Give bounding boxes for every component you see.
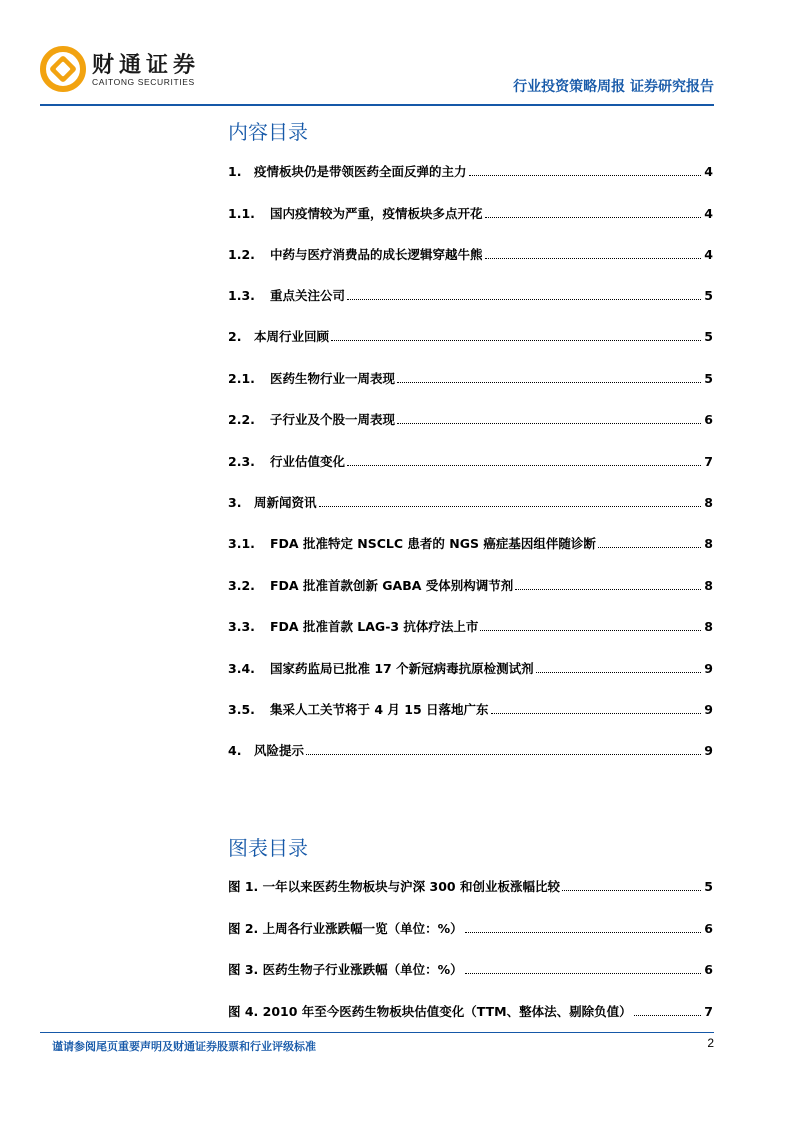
- toc-entry[interactable]: [228, 410, 713, 428]
- toc-entry-page: 5: [704, 288, 713, 303]
- toc-leader-dots: [536, 671, 702, 673]
- figure-list-title: 图表目录: [228, 836, 308, 860]
- toc-leader-dots: [319, 505, 702, 507]
- footer-divider: [40, 1032, 714, 1033]
- toc-entry-number: 3.2.: [228, 578, 255, 593]
- toc-entry[interactable]: [228, 534, 713, 552]
- toc-leader-dots: [465, 931, 702, 933]
- toc-entry[interactable]: [228, 327, 713, 345]
- toc-entry-page: 6: [704, 412, 713, 427]
- toc-leader-dots: [465, 972, 702, 974]
- toc-entry-title: 风险提示: [254, 743, 305, 758]
- toc-entry-title: 中药与医疗消费品的成长逻辑穿越牛熊: [270, 247, 483, 262]
- figure-entry-page: 5: [704, 879, 713, 894]
- toc-leader-dots: [306, 753, 701, 755]
- toc-leader-dots: [469, 174, 702, 176]
- page-number: 2: [707, 1036, 714, 1050]
- toc-entry-title: FDA 批准首款 LAG-3 抗体疗法上市: [270, 619, 479, 634]
- toc-leader-dots: [347, 298, 701, 300]
- toc-entry-page: 9: [704, 702, 713, 717]
- toc-entry-title: FDA 批准首款创新 GABA 受体别构调节剂: [270, 578, 514, 593]
- toc-title: 内容目录: [228, 120, 308, 144]
- figure-entry-page: 6: [704, 921, 713, 936]
- figure-entry[interactable]: [228, 919, 713, 937]
- toc-entry[interactable]: [228, 245, 713, 263]
- figure-entry-page: 7: [704, 1004, 713, 1019]
- toc-entry-title: 重点关注公司: [270, 288, 346, 303]
- toc-entry[interactable]: [228, 369, 713, 387]
- toc-leader-dots: [491, 712, 702, 714]
- toc-entry-title: FDA 批准特定 NSCLC 患者的 NGS 癌症基因组伴随诊断: [270, 536, 596, 551]
- toc-entry[interactable]: [228, 286, 713, 304]
- toc-leader-dots: [634, 1014, 702, 1016]
- toc-entry-number: 4.: [228, 743, 242, 758]
- toc-entry-page: 5: [704, 329, 713, 344]
- logo-chinese-name: 财通证券: [92, 53, 201, 78]
- figure-entry-title: 图 2. 上周各行业涨跌幅一览（单位：%）: [228, 921, 463, 936]
- toc-entry-number: 2.1.: [228, 371, 255, 386]
- logo-english-name: CAITONG SECURITIES: [92, 77, 195, 87]
- toc-entry-number: 3.3.: [228, 619, 255, 634]
- figure-entry-title: 图 1. 一年以来医药生物板块与沪深 300 和创业板涨幅比较: [228, 879, 560, 894]
- toc-entry-title: 国内疫情较为严重，疫情板块多点开花: [270, 206, 483, 221]
- toc-entry-page: 8: [704, 536, 713, 551]
- header-divider: [40, 104, 714, 106]
- toc-entry-title: 疫情板块仍是带领医药全面反弹的主力: [254, 164, 467, 179]
- toc-entry-title: 医药生物行业一周表现: [270, 371, 396, 386]
- toc-entry[interactable]: [228, 617, 713, 635]
- toc-leader-dots: [485, 216, 702, 218]
- toc-entry[interactable]: [228, 576, 713, 594]
- toc-entry-number: 3.4.: [228, 661, 255, 676]
- toc-entry-page: 4: [704, 206, 713, 221]
- toc-entry[interactable]: [228, 162, 713, 180]
- toc-entry-number: 3.: [228, 495, 242, 510]
- figure-entry[interactable]: [228, 877, 713, 895]
- toc-leader-dots: [331, 339, 701, 341]
- toc-entry-number: 2.2.: [228, 412, 255, 427]
- footer-disclaimer: 谨请参阅尾页重要声明及财通证券股票和行业评级标准: [52, 1040, 316, 1053]
- toc-entry-number: 2.: [228, 329, 242, 344]
- toc-entry-page: 7: [704, 454, 713, 469]
- toc-entry-page: 9: [704, 661, 713, 676]
- toc-entry[interactable]: [228, 741, 713, 759]
- toc-leader-dots: [598, 546, 701, 548]
- figure-entry-title: 图 4. 2010 年至今医药生物板块估值变化（TTM、整体法、剔除负值）: [228, 1004, 632, 1019]
- toc-entry-title: 行业估值变化: [270, 454, 346, 469]
- figure-entry-title: 图 3. 医药生物子行业涨跌幅（单位：%）: [228, 962, 463, 977]
- toc-leader-dots: [397, 422, 701, 424]
- toc-entry[interactable]: [228, 493, 713, 511]
- figure-entry[interactable]: [228, 1002, 713, 1020]
- toc-entry-number: 3.5.: [228, 702, 255, 717]
- toc-entry-title: 本周行业回顾: [254, 329, 330, 344]
- toc-entry[interactable]: [228, 452, 713, 470]
- toc-leader-dots: [485, 257, 702, 259]
- toc-entry-title: 周新闻资讯: [254, 495, 317, 510]
- toc-entry-page: 8: [704, 578, 713, 593]
- toc-entry-page: 8: [704, 495, 713, 510]
- toc-entry-number: 1.1.: [228, 206, 255, 221]
- toc-entry-title: 国家药监局已批准 17 个新冠病毒抗原检测试剂: [270, 661, 534, 676]
- figure-entry-page: 6: [704, 962, 713, 977]
- toc-leader-dots: [397, 381, 701, 383]
- toc-entry-title: 集采人工关节将于 4 月 15 日落地广东: [270, 702, 489, 717]
- toc-entry-number: 1.3.: [228, 288, 255, 303]
- toc-leader-dots: [562, 889, 701, 891]
- toc-entry-number: 1.: [228, 164, 242, 179]
- toc-entry-title: 子行业及个股一周表现: [270, 412, 396, 427]
- company-logo: [40, 46, 200, 94]
- toc-entry[interactable]: [228, 659, 713, 677]
- toc-leader-dots: [480, 629, 701, 631]
- toc-entry[interactable]: [228, 204, 713, 222]
- toc-entry[interactable]: [228, 700, 713, 718]
- toc-entry-number: 3.1.: [228, 536, 255, 551]
- caitong-logo-icon: [40, 46, 86, 92]
- toc-leader-dots: [347, 464, 701, 466]
- toc-leader-dots: [515, 588, 701, 590]
- toc-entry-page: 4: [704, 164, 713, 179]
- report-type: 行业投资策略周报 证券研究报告: [513, 79, 714, 95]
- figure-entry[interactable]: [228, 960, 713, 978]
- toc-entry-number: 2.3.: [228, 454, 255, 469]
- toc-entry-page: 5: [704, 371, 713, 386]
- toc-entry-number: 1.2.: [228, 247, 255, 262]
- toc-entry-page: 9: [704, 743, 713, 758]
- toc-entry-page: 4: [704, 247, 713, 262]
- toc-entry-page: 8: [704, 619, 713, 634]
